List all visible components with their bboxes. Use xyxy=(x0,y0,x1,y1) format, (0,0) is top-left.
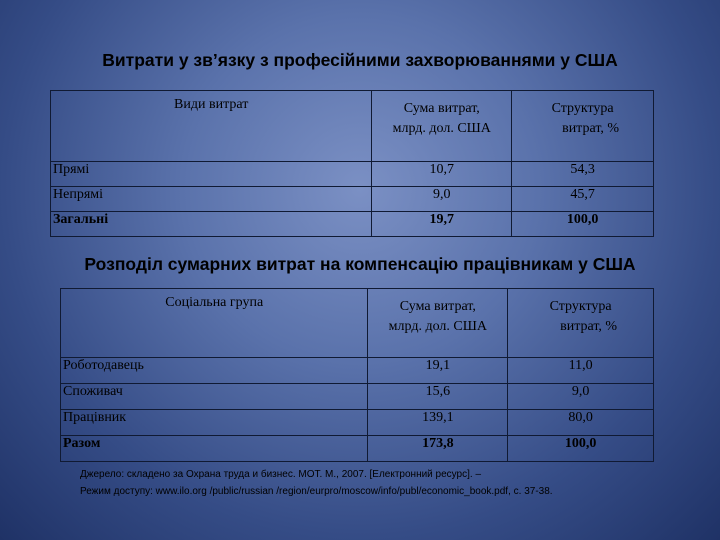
row-label: Споживач xyxy=(61,384,368,410)
row-label: Загальні xyxy=(51,212,372,237)
table-row xyxy=(51,187,654,212)
header-sum-line2: млрд. дол. США xyxy=(392,121,491,136)
header-share xyxy=(508,289,654,358)
header-social-group: Соціальна група xyxy=(61,289,368,358)
row-sum: 19,7 xyxy=(372,212,512,237)
table-header-row xyxy=(61,289,654,358)
row-share: 9,0 xyxy=(508,384,654,410)
header-share-line1: Структура xyxy=(549,299,612,314)
row-label: Непрямі xyxy=(51,187,372,212)
costs-table xyxy=(50,90,654,237)
row-label: Працівник xyxy=(61,410,368,436)
row-sum: 10,7 xyxy=(372,162,512,187)
row-sum: 173,8 xyxy=(368,436,508,462)
header-sum-line1: Сума витрат, xyxy=(403,101,480,116)
header-sum xyxy=(368,289,508,358)
row-share: 54,3 xyxy=(512,162,654,187)
table-row xyxy=(61,410,654,436)
header-share-line2: витрат, % xyxy=(562,121,620,136)
header-sum-line1: Сума витрат, xyxy=(399,299,476,314)
header-share-line2: витрат, % xyxy=(560,319,618,334)
row-share: 80,0 xyxy=(508,410,654,436)
row-share: 11,0 xyxy=(508,358,654,384)
source-note xyxy=(80,466,680,500)
table-row xyxy=(61,358,654,384)
compensation-table xyxy=(60,288,654,462)
row-label: Прямі xyxy=(51,162,372,187)
row-label: Разом xyxy=(61,436,368,462)
table-total-row xyxy=(61,436,654,462)
header-sum xyxy=(372,91,512,162)
row-share: 100,0 xyxy=(512,212,654,237)
source-line2: Режим доступу: www.ilo.org /public/russian /region/eurpro/moscow/info/publ/economic_book.pdf, с. 37-38. xyxy=(80,486,553,497)
row-share: 45,7 xyxy=(512,187,654,212)
row-sum: 139,1 xyxy=(368,410,508,436)
header-share xyxy=(512,91,654,162)
row-label: Роботодавець xyxy=(61,358,368,384)
header-cost-type: Види витрат xyxy=(51,91,372,162)
row-share: 100,0 xyxy=(508,436,654,462)
table-row xyxy=(61,384,654,410)
source-line1: Джерело: складено за Охрана труда и бизнес. МОТ. М., 2007. [Електронний ресурс]. – xyxy=(80,469,482,480)
header-share-line1: Структура xyxy=(551,101,614,116)
table-row xyxy=(51,162,654,187)
row-sum: 19,1 xyxy=(368,358,508,384)
table1-title: Витрати у зв’язку з професійними захворюваннями у США xyxy=(102,50,618,70)
row-sum: 9,0 xyxy=(372,187,512,212)
header-sum-line2: млрд. дол. США xyxy=(388,319,487,334)
row-sum: 15,6 xyxy=(368,384,508,410)
table-total-row xyxy=(51,212,654,237)
table2-title: Розподіл сумарних витрат на компенсацію працівникам у США xyxy=(84,254,636,274)
table-header-row xyxy=(51,91,654,162)
